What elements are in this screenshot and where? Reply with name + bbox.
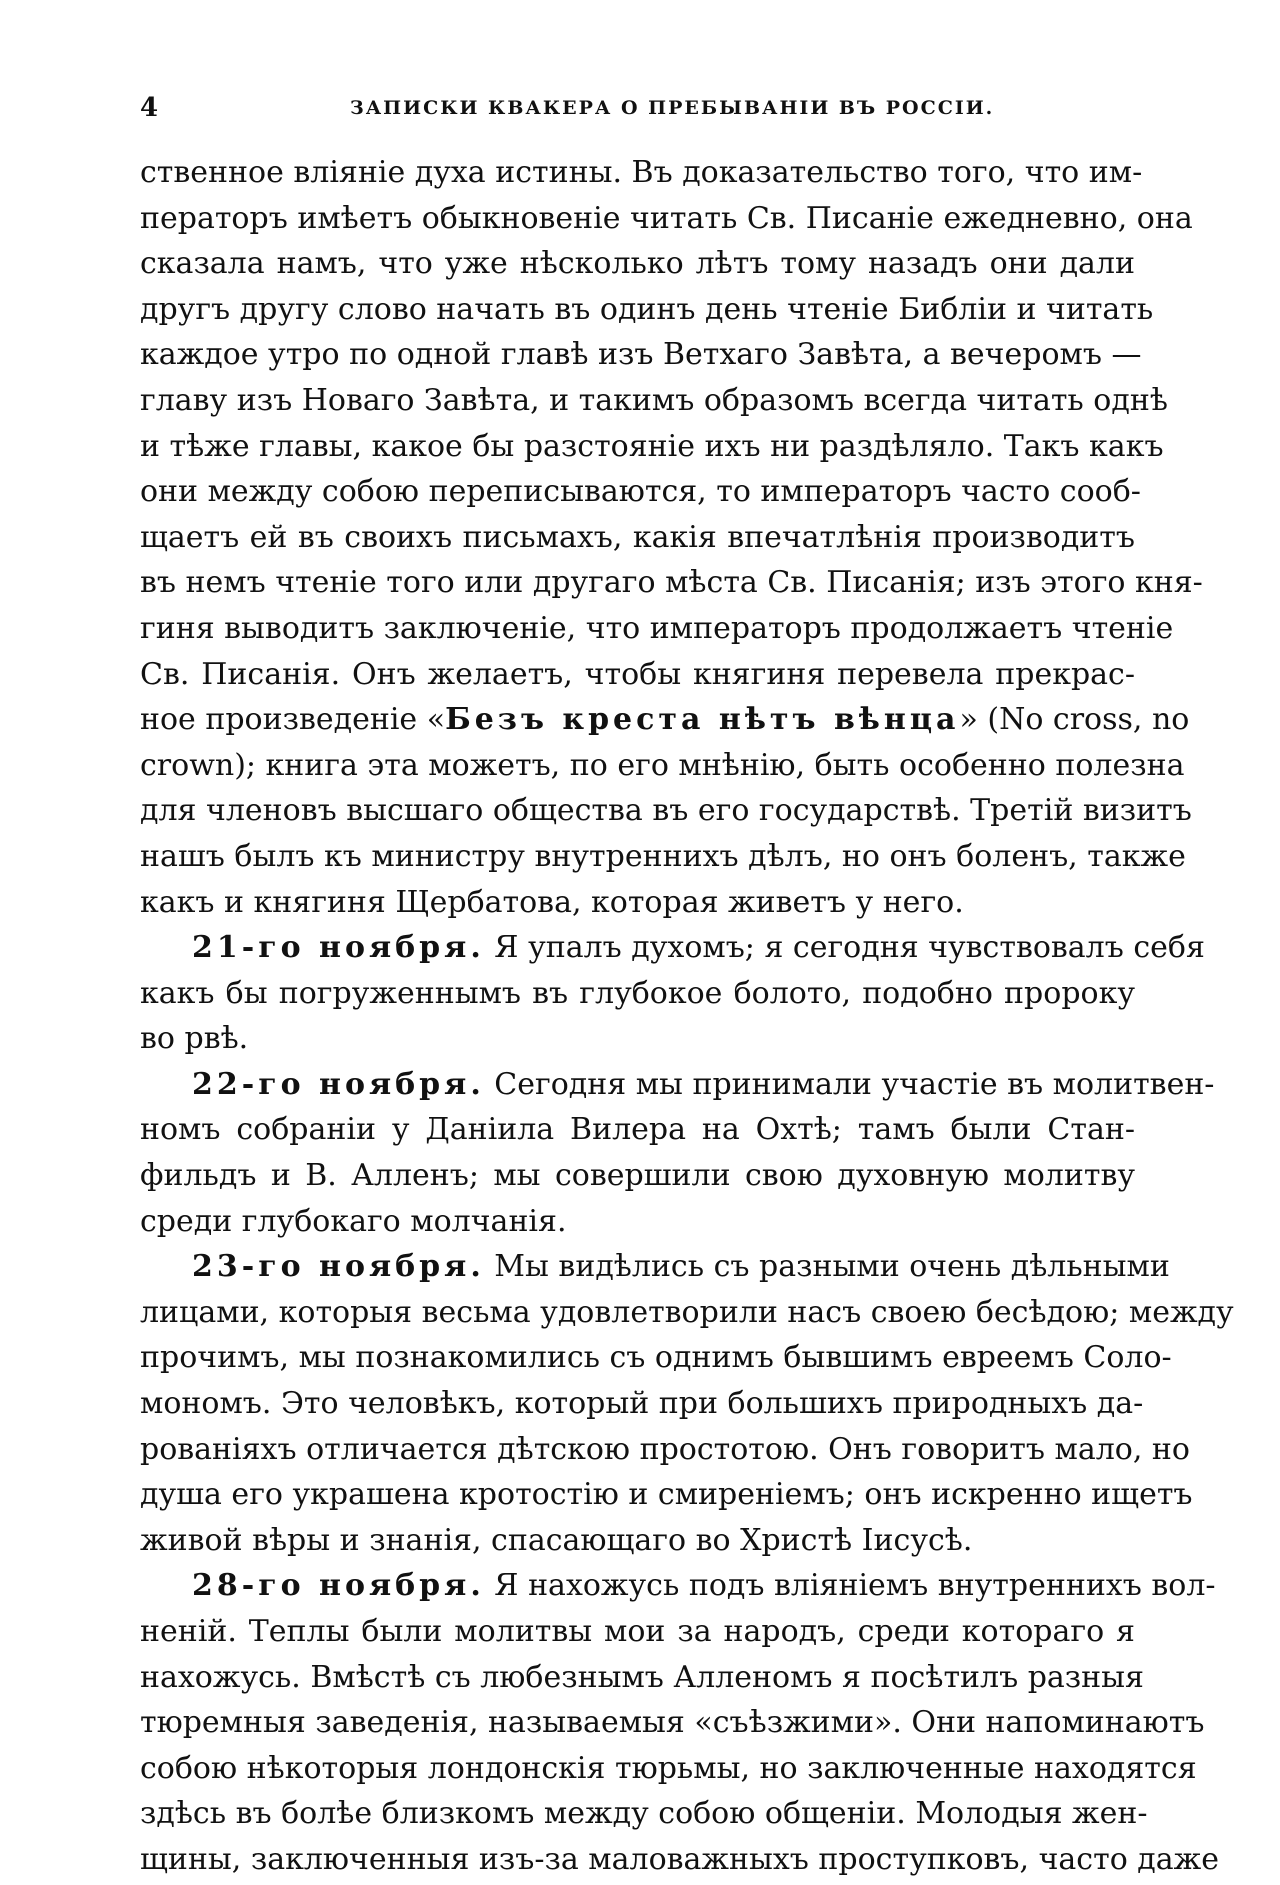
page-header	[140, 88, 1140, 128]
text-line: щаетъ ей въ своихъ письмахъ, какія впечатлѣнія производитъ	[140, 519, 1135, 555]
text-line: ператоръ имѣетъ обыкновеніе читать Св. Писаніе ежедневно, она	[140, 200, 1193, 236]
book-title: Безъ креста нѣтъ вѣнца	[445, 702, 960, 738]
body-text	[140, 150, 1234, 1883]
text-line: другъ другу слово начать въ одинъ день чтеніе Библіи и читать	[140, 291, 1154, 327]
diary-entry-start	[140, 925, 1205, 971]
text-line: какъ и княгиня Щербатова, которая живетъ у него.	[140, 884, 964, 920]
text-line: прочимъ, мы познакомились съ однимъ бывшимъ евреемъ Соло-	[140, 1340, 1172, 1376]
text-line: тюремныя заведенія, называемыя «съѣзжими». Они напоминаютъ	[140, 1705, 1205, 1741]
text-line: мономъ. Это человѣкъ, который при большихъ природныхъ да-	[140, 1386, 1144, 1422]
text-line: живой вѣры и знанія, спасающаго во Христѣ Іисусѣ.	[140, 1522, 973, 1558]
text-line: номъ собраніи у Даніила Вилера на Охтѣ; тамъ были Стан-	[140, 1112, 1135, 1148]
text-line: гиня выводитъ заключеніе, что императоръ продолжаетъ чтеніе	[140, 610, 1174, 646]
text-line: сказала намъ, что уже нѣсколько лѣтъ тому назадъ они дали	[140, 246, 1135, 282]
text-segment: Мы видѣлись съ разными очень дѣльными	[484, 1249, 1170, 1285]
text-segment: Сегодня мы принимали участіе въ молитвен-	[484, 1066, 1215, 1102]
text-line: здѣсь въ болѣе близкомъ между собою общеніи. Молодыя жен-	[140, 1796, 1148, 1832]
diary-entry-start	[140, 1062, 1215, 1108]
text-line: лицами, которыя весьма удовлетворили насъ своею бесѣдою; между	[140, 1294, 1234, 1330]
diary-entry-start	[140, 1563, 1216, 1609]
text-segment: ное произведеніе «	[140, 702, 446, 738]
entry-date: 21-го ноября.	[192, 930, 485, 966]
text-line: для членовъ высшаго общества въ его государствѣ. Третій визитъ	[140, 793, 1192, 829]
entry-date: 22-го ноября.	[192, 1066, 485, 1102]
text-line: ственное вліяніе духа истины. Въ доказательство того, что им-	[140, 155, 1143, 190]
text-line: собою нѣкоторыя лондонскія тюрьмы, но заключенные находятся	[140, 1750, 1197, 1786]
text-line: Св. Писанія. Онъ желаетъ, чтобы княгиня перевела прекрас-	[140, 656, 1135, 692]
page-number: 4	[140, 93, 159, 123]
entry-date: 28-го ноября.	[192, 1568, 485, 1604]
text-line	[140, 697, 1190, 743]
text-segment: » (No cross, no	[959, 702, 1190, 738]
text-line: неній. Теплы были молитвы мои за народъ, среди котораго я	[140, 1614, 1135, 1649]
text-line: нашъ былъ къ министру внутреннихъ дѣлъ, но онъ боленъ, также	[140, 838, 1186, 874]
text-line: фильдъ и В. Алленъ; мы совершили свою духовную молитву	[140, 1158, 1135, 1194]
running-head: ЗАПИСКИ КВАКЕРА О ПРЕБЫВАНІИ ВЪ РОССІИ.	[350, 97, 995, 119]
text-segment: Я нахожусь подъ вліяніемъ внутреннихъ вол-	[484, 1568, 1216, 1604]
diary-entry-start	[140, 1244, 1170, 1290]
text-line: рованіяхъ отличается дѣтскою простотою. Онъ говоритъ мало, но	[140, 1431, 1190, 1467]
text-line: нахожусь. Вмѣстѣ съ любезнымъ Алленомъ я посѣтилъ разныя	[140, 1659, 1144, 1695]
text-line: они между собою переписываются, то императоръ часто сооб-	[140, 474, 1141, 510]
text-line: и тѣже главы, какое бы разстояніе ихъ ни раздѣляло. Такъ какъ	[140, 428, 1164, 464]
text-line: crown); книга эта можетъ, по его мнѣнію, быть особенно полезна	[140, 747, 1185, 783]
text-line: среди глубокаго молчанія.	[140, 1203, 567, 1239]
text-line: какъ бы погруженнымъ въ глубокое болото, подобно пророку	[140, 975, 1135, 1011]
text-segment: Я упалъ духомъ; я сегодня чувствовалъ себя	[484, 930, 1205, 966]
entry-date: 23-го ноября.	[192, 1249, 485, 1285]
text-line: каждое утро по одной главѣ изъ Ветхаго Завѣта, а вечеромъ —	[140, 337, 1142, 373]
text-line: душа его украшена кротостію и смиреніемъ; онъ искренно ищетъ	[140, 1477, 1193, 1513]
text-line: щины, заключенныя изъ-за маловажныхъ проступковъ, часто даже	[140, 1841, 1220, 1877]
text-line: во рвѣ.	[140, 1021, 249, 1057]
text-line: въ немъ чтеніе того или другаго мѣста Св. Писанія; изъ этого кня-	[140, 565, 1203, 601]
text-line: главу изъ Новаго Завѣта, и такимъ образомъ всегда читать однѣ	[140, 382, 1168, 418]
